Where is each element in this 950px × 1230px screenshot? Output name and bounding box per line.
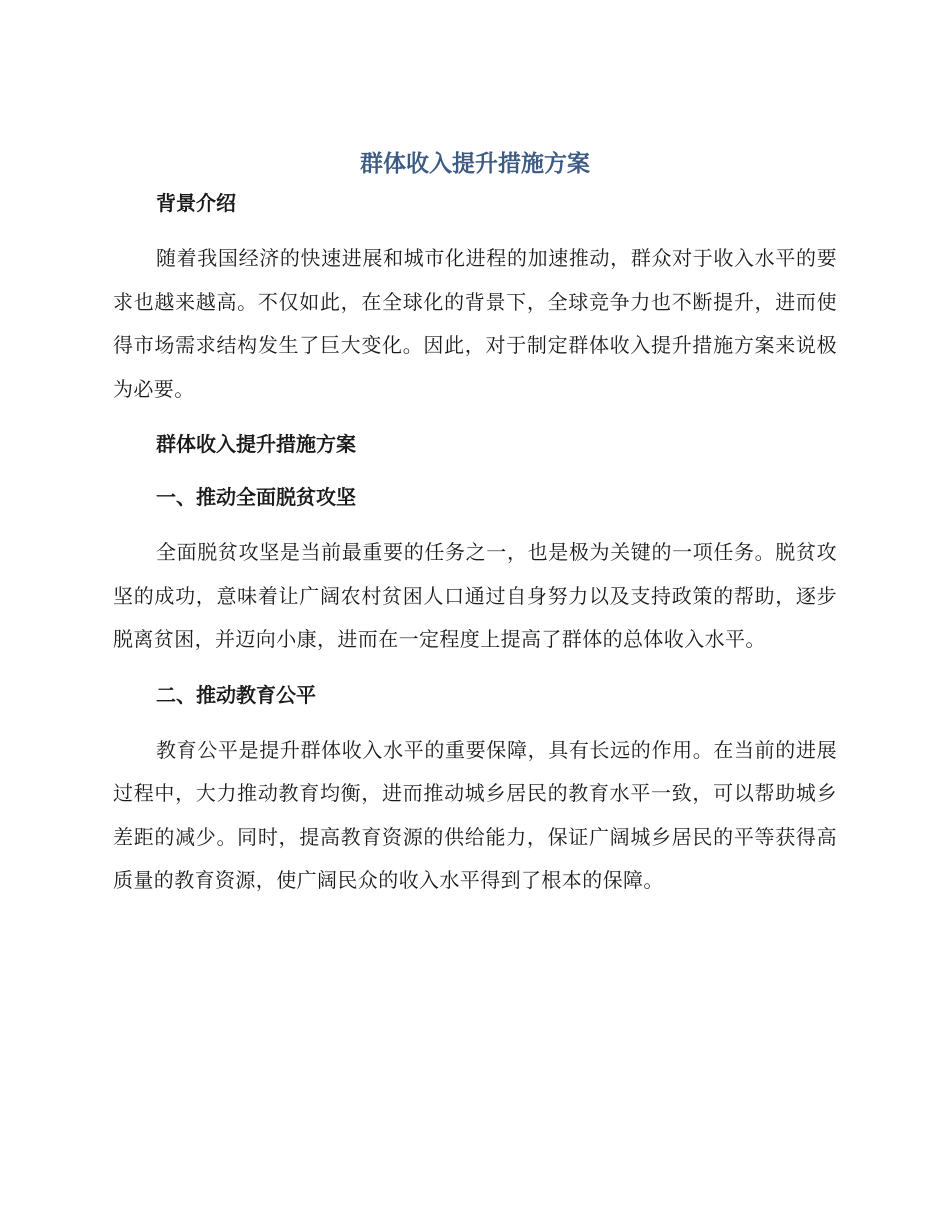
spacer [113, 459, 837, 482]
section-heading-background: 背景介绍 [156, 191, 236, 215]
section-heading-plan: 群体收入提升措施方案 [156, 432, 356, 456]
spacer [113, 218, 837, 237]
spacer [113, 662, 837, 680]
spacer [113, 710, 837, 729]
section-heading-item-2: 二、推动教育公平 [156, 682, 316, 707]
section-heading-item-1: 一、推动全面脱贫攻坚 [156, 485, 356, 509]
spacer [113, 411, 837, 429]
document-body [113, 142, 837, 903]
document-title: 群体收入提升措施方案 [360, 151, 590, 177]
paragraph-item-2: 教育公平是提升群体收入水平的重要保障，具有长远的作用。在当前的进展过程中，大力推动教育均衡，进而推动城乡居民的教育水平一致，可以帮助城乡差距的减少。同时，提高教育资源的供给能力，保证广阔城乡居民的平等获得高质量的教育资源，使广阔民众的收入水平得到了根本的保障。 [113, 737, 837, 892]
spacer [113, 512, 837, 531]
paragraph-item-1: 全面脱贫攻坚是当前最重要的任务之一，也是极为关键的一项任务。脱贫攻坚的成功，意味着让广阔农村贫困人口通过自身努力以及支持政策的帮助，逐步脱离贫困，并迈向小康，进而在一定程度上提高了群体的总体收入水平。 [113, 540, 837, 651]
paragraph-background: 随着我国经济的快速进展和城市化进程的加速推动，群众对于收入水平的要求也越来越高。不仅如此，在全球化的背景下，全球竞争力也不断提升，进而使得市场需求结构发生了巨大变化。因此，对于制定群体收入提升措施方案来说极为必要。 [113, 246, 837, 401]
